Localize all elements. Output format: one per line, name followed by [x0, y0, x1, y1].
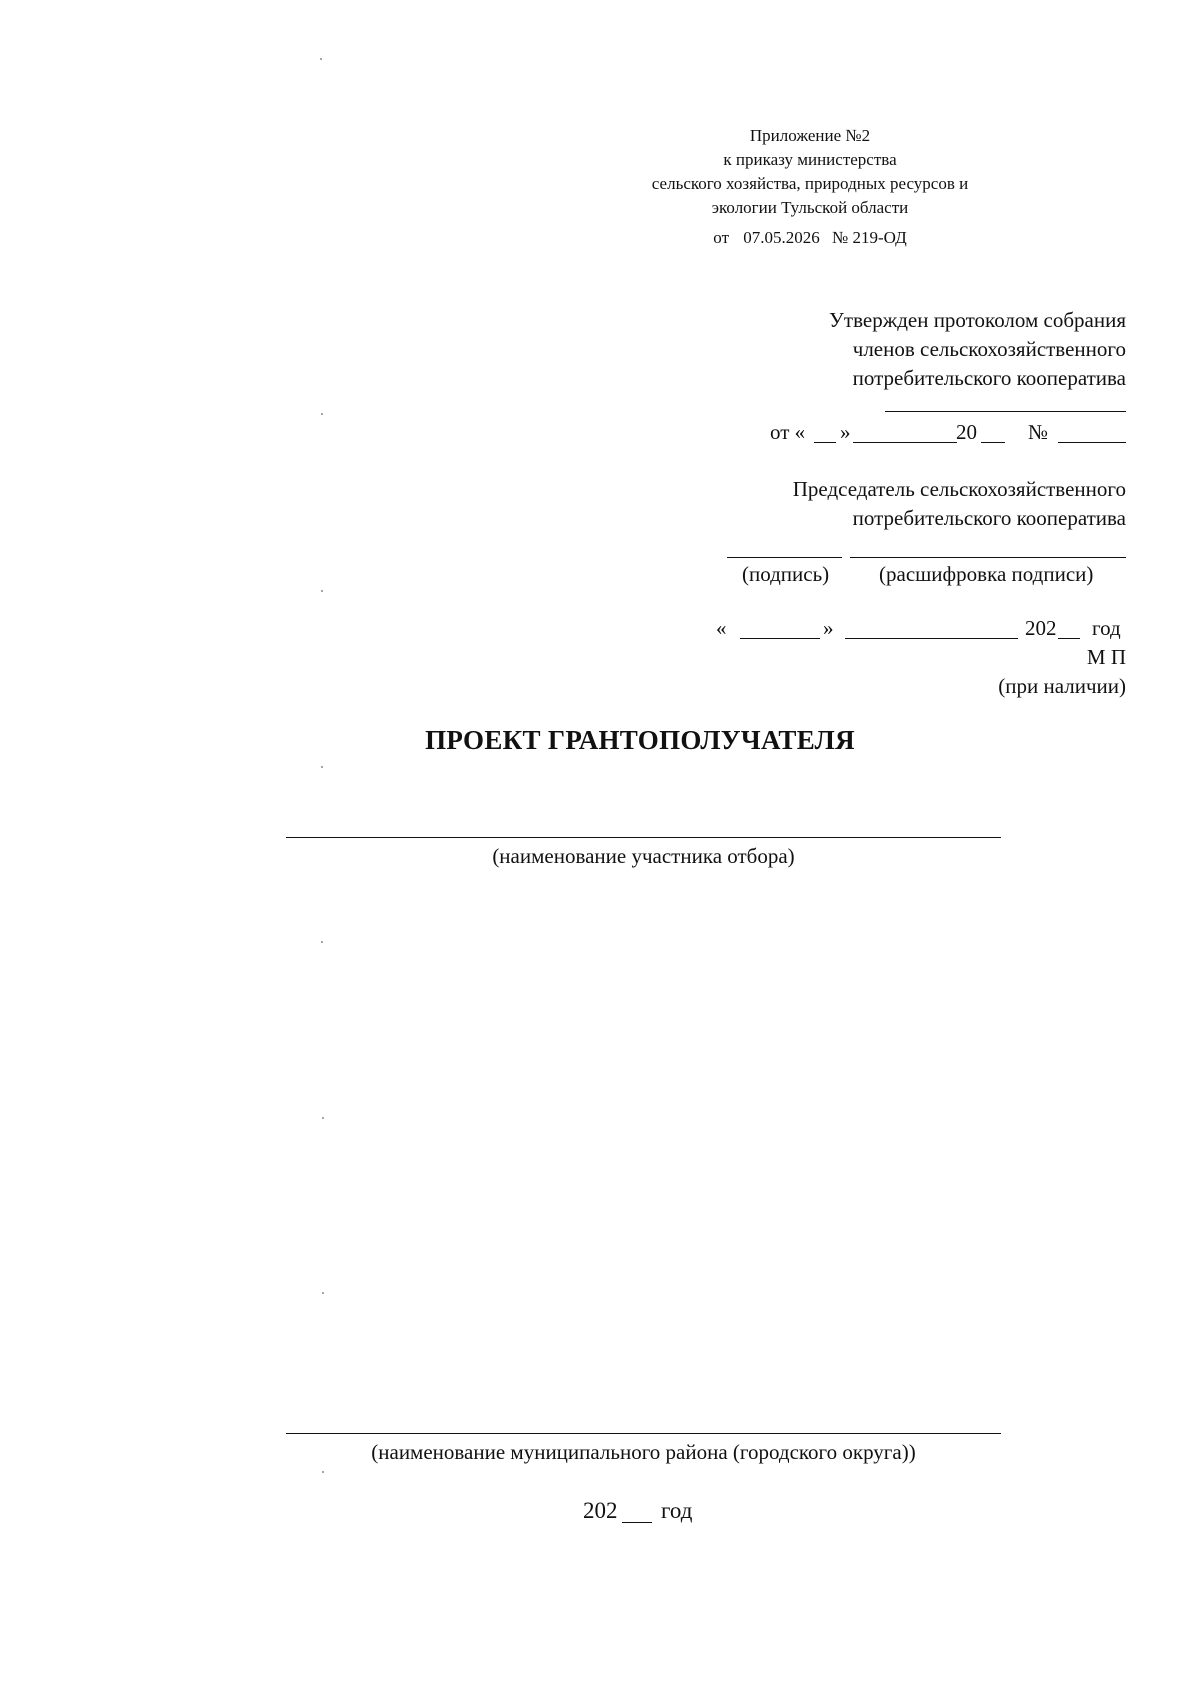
- seal-label: М П: [1086, 645, 1126, 669]
- chairman-date-close: »: [823, 616, 834, 640]
- chairman-year-suffix: год: [1092, 616, 1121, 640]
- appendix-order-ref: к приказу министерства: [723, 150, 897, 169]
- chairman-year-blank: [1058, 638, 1080, 639]
- approval-line-2: членов сельскохозяйственного: [852, 337, 1126, 361]
- chairman-month-blank: [845, 638, 1018, 639]
- document-title: ПРОЕКТ ГРАНТОПОЛУЧАТЕЛЯ: [425, 725, 855, 755]
- seal-note: (при наличии): [998, 674, 1126, 698]
- appendix-header: [590, 124, 1030, 250]
- approval-date-line: [770, 418, 1130, 448]
- cooperative-name-line: [885, 411, 1126, 412]
- appendix-order-line: [590, 226, 1030, 250]
- signature-line: [727, 557, 842, 558]
- chairman-line-2: потребительского кооператива: [852, 506, 1126, 530]
- chairman-year-prefix: 202: [1025, 616, 1057, 640]
- chairman-day-blank: [740, 638, 820, 639]
- district-name-line: [286, 1433, 1001, 1434]
- appendix-region: экологии Тульской области: [711, 198, 909, 217]
- appendix-number: Приложение №2: [749, 126, 871, 145]
- footer-year-line: [583, 1495, 723, 1527]
- signature-decoding-line: [850, 557, 1126, 558]
- scan-mark: [320, 58, 322, 60]
- approval-number-blank: [1058, 442, 1126, 443]
- decoding-caption: (расшифровка подписи): [879, 562, 1094, 586]
- scan-mark: [322, 1117, 324, 1119]
- approval-month-blank: [853, 442, 957, 443]
- scan-mark: [321, 766, 323, 768]
- footer-year-suffix: год: [661, 1498, 693, 1523]
- chairman-date-open: «: [716, 616, 727, 640]
- order-prefix: от: [713, 228, 730, 247]
- participant-caption: (наименование участника отбора): [492, 844, 795, 868]
- order-number: № 219-ОД: [832, 228, 907, 247]
- participant-name-line: [286, 837, 1001, 838]
- approval-number-sign: №: [1028, 420, 1049, 444]
- footer-year-prefix: 202: [583, 1498, 618, 1523]
- appendix-ministry: сельского хозяйства, природных ресурсов и: [651, 174, 969, 193]
- scan-mark: [321, 941, 323, 943]
- chairman-date-line: [716, 614, 1130, 644]
- signature-caption: (подпись): [742, 562, 830, 586]
- district-caption: (наименование муниципального района (городского округа)): [371, 1440, 916, 1464]
- footer-year-blank: [622, 1522, 652, 1523]
- scan-mark: [321, 590, 323, 592]
- approval-block: [700, 306, 1126, 393]
- approval-date-close: »: [840, 420, 851, 444]
- chairman-line-1: Председатель сельскохозяйственного: [792, 477, 1126, 501]
- scan-mark: [322, 1471, 324, 1473]
- scan-mark: [321, 413, 323, 415]
- approval-year-prefix: 20: [956, 420, 977, 444]
- scan-mark: [322, 1292, 324, 1294]
- chairman-block: [700, 475, 1126, 533]
- approval-date-prefix: от «: [770, 420, 806, 444]
- order-date: 07.05.2026: [743, 228, 820, 247]
- approval-line-1: Утвержден протоколом собрания: [829, 308, 1126, 332]
- approval-line-3: потребительского кооператива: [852, 366, 1126, 390]
- approval-year-blank: [981, 442, 1005, 443]
- approval-day-blank: [814, 442, 836, 443]
